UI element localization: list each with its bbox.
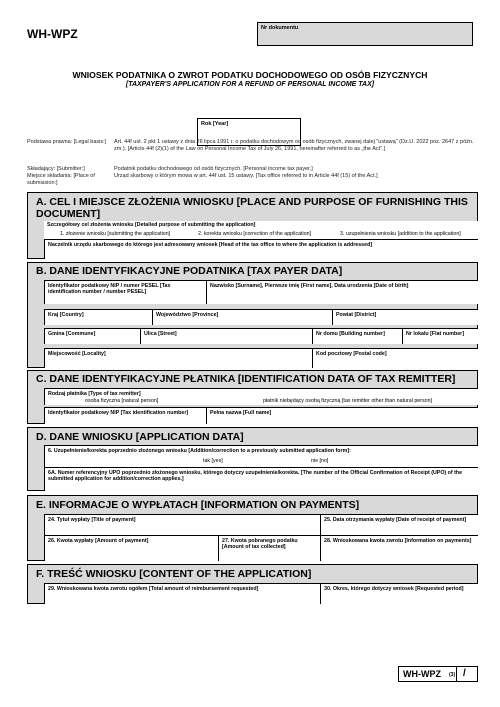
remitter-nip-field[interactable] (44, 407, 206, 424)
footer-page-slash: / (463, 668, 466, 679)
province-field[interactable] (152, 309, 332, 325)
legal-basis-block (27, 139, 477, 191)
remitter-fullname-field[interactable] (206, 407, 478, 424)
section-a (27, 192, 478, 259)
flat-number-label: Nr lokalu [Flat number] (406, 331, 464, 337)
commune-label: Gmina [Commune] (48, 331, 96, 337)
year-label: Rok [Year] (201, 121, 229, 127)
remitter-type-field (44, 388, 478, 405)
field-28[interactable] (320, 535, 478, 561)
option-natural-person[interactable]: osoba fizyczna [natural person] (85, 398, 159, 404)
building-number-field[interactable] (312, 328, 402, 344)
flat-number-field[interactable] (402, 328, 478, 344)
section-f-title: F. TREŚĆ WNIOSKU [CONTENT OF THE APPLICATION] (36, 568, 312, 580)
commune-field[interactable] (44, 328, 140, 344)
province-label: Województwo [Province] (156, 312, 219, 318)
submitter-label: Składający: [Submitter:] (27, 166, 85, 172)
section-c-title: C. DANE IDENTYFIKACYJNE PŁATNIKA [IDENTIFICATION DATA OF TAX REMITTER] (36, 373, 456, 385)
remitter-fullname-label: Pełna nazwa [Full name] (210, 410, 272, 416)
section-f (27, 564, 478, 604)
street-field[interactable] (140, 328, 312, 344)
field-29-label: 29. Wnioskowana kwota zwrotu ogółem [Total amount of reimbursement requested] (48, 586, 259, 592)
district-label: Powiat [District] (336, 312, 377, 318)
field-30-label: 30. Okres, którego dotyczy wniosek [Requested period] (324, 586, 464, 592)
tax-office-field[interactable] (44, 239, 478, 259)
field-6-label: 6. Uzupełnienie/korekta poprzednio złożonego wniosku [Addition/correction to a previously submitted application form]: (48, 448, 351, 454)
remitter-nip-label: Identyfikator podatkowy NIP [Tax identification number] (48, 410, 189, 416)
purpose-label: Szczegółowy cel złożenia wniosku [Detailed purpose of submitting the application] (47, 222, 256, 228)
field-25-label: 25. Data otrzymania wypłaty [Date of receipt of payment] (324, 517, 467, 523)
form-title: WNIOSEK PODATNIKA O ZWROT PODATKU DOCHODOWEGO OD OSÓB FIZYCZNYCH (72, 70, 428, 80)
form-code: WH-WPZ (27, 27, 78, 41)
locality-field[interactable] (44, 348, 312, 368)
field-26[interactable] (44, 535, 218, 561)
locality-label: Miejscowość [Locality] (48, 351, 106, 357)
field-28-label: 28. Wnioskowana kwota zwrotu [Information on payments] (324, 538, 472, 544)
taxpayer-name-field[interactable] (206, 280, 478, 304)
country-label: Kraj [Country] (48, 312, 84, 318)
taxpayer-nip-field[interactable] (44, 280, 206, 304)
field-6 (44, 445, 478, 467)
section-d (27, 427, 478, 491)
section-b (27, 262, 478, 368)
document-number-box[interactable] (257, 22, 473, 46)
field-30[interactable] (320, 583, 478, 604)
option-other-remitter[interactable]: płatnik niebędący osobą fizyczną [tax remitter other than natural person] (263, 398, 433, 404)
section-e (27, 495, 478, 561)
building-number-label: Nr domu [Building number] (316, 331, 385, 337)
taxpayer-nip-label: Identyfikator podatkowy NIP / numer PESEL [Tax identification number / number PESEL] (48, 283, 171, 296)
taxpayer-name-label: Nazwisko [Surname], Pierwsze imię [First name], Data urodzenia [Date of birth] (210, 283, 409, 289)
section-c (27, 370, 478, 424)
section-b-title: B. DANE IDENTYFIKACYJNE PODATNIKA [TAX PAYER DATA] (36, 265, 343, 277)
country-field[interactable] (44, 309, 152, 325)
field-27-label: 27. Kwota pobranego podatku [Amount of tax collected] (222, 538, 298, 551)
legal-basis-value: Art. 44f ust. 2 pkt 1 ustawy z dnia 26 lipca 1991 r. o podatku dochodowym od osób fizycznych, zwanej dalej "ustawą" (Dz.U. 2022 poz. 2647 z późn. zm.). [Article 44f (2)(1) of the Law on Personal Income Tax of July 26, 1991, hereinafter referred to as „the Act".] (114, 139, 474, 152)
option-yes[interactable]: tak [yes] (203, 458, 223, 464)
section-d-title: D. DANE WNIOSKU [APPLICATION DATA] (36, 431, 244, 443)
purpose-options (44, 230, 478, 239)
field-25[interactable] (320, 514, 478, 535)
field-27[interactable] (218, 535, 320, 561)
tax-office-label: Naczelnik urzędu skarbowego do którego jest adresowany wniosek [Head of the tax office to where the application is addressed] (48, 242, 373, 248)
street-label: Ulica [Street] (144, 331, 177, 337)
option-submit[interactable]: 1. złożenie wniosku [submitting the application] (60, 231, 171, 237)
field-6a[interactable] (44, 467, 478, 491)
document-number-label: Nr dokumentu (261, 25, 299, 31)
footer-form-code: WH-WPZ (403, 669, 441, 679)
place-label: Miejsce składania: [Place of submission:] (27, 173, 95, 186)
field-6a-label: 6A. Numer referencyjny UPO poprzednio złożonego wniosku, którego dotyczy uzupełnienie/korekta. [The number of the Official Confirmation of Receipt (UPO) of the submitted application for addition/correction applies.] (48, 470, 463, 483)
section-a-title: A. CEL I MIEJSCE ZŁOŻENIA WNIOSKU [PLACE AND PURPOSE OF FURNISHING THIS DOCUMENT] (36, 196, 468, 220)
footer-form-code-box (398, 666, 478, 682)
option-no[interactable]: nie [no] (311, 458, 329, 464)
postal-code-field[interactable] (312, 348, 478, 368)
field-24[interactable] (44, 514, 320, 535)
place-value: Urząd skarbowy o którym mowa w art. 44f ust. 15 ustawy. [Tax office referred to in Article 44f (15) of the Act.] (114, 173, 378, 179)
legal-basis-label: Podstawa prawna: [Legal basis:] (27, 139, 107, 145)
remitter-type-label: Rodzaj płatnika [Type of tax remitter] (48, 391, 141, 397)
section-e-title: E. INFORMACJE O WYPŁATACH [INFORMATION ON PAYMENTS] (36, 499, 360, 511)
field-29[interactable] (44, 583, 320, 604)
footer-version: (3) (449, 672, 456, 678)
footer-divider (456, 667, 457, 681)
form-subtitle: [TAXPAYER'S APPLICATION FOR A REFUND OF PERSONAL INCOME TAX] (125, 81, 375, 88)
field-24-label: 24. Tytuł wypłaty [Title of payment] (48, 517, 136, 523)
option-addition[interactable]: 3. uzupełnienia wniosku [addition to the application] (340, 231, 461, 237)
option-correction[interactable]: 2. korekta wniosku [correction of the application] (198, 231, 312, 237)
postal-code-label: Kod pocztowy [Postal code] (316, 351, 387, 357)
field-26-label: 26. Kwota wypłaty [Amount of payment] (48, 538, 149, 544)
submitter-value: Podatnik podatku dochodowego od osób fizycznych. [Personal income tax payer.] (114, 166, 313, 172)
district-field[interactable] (332, 309, 478, 325)
